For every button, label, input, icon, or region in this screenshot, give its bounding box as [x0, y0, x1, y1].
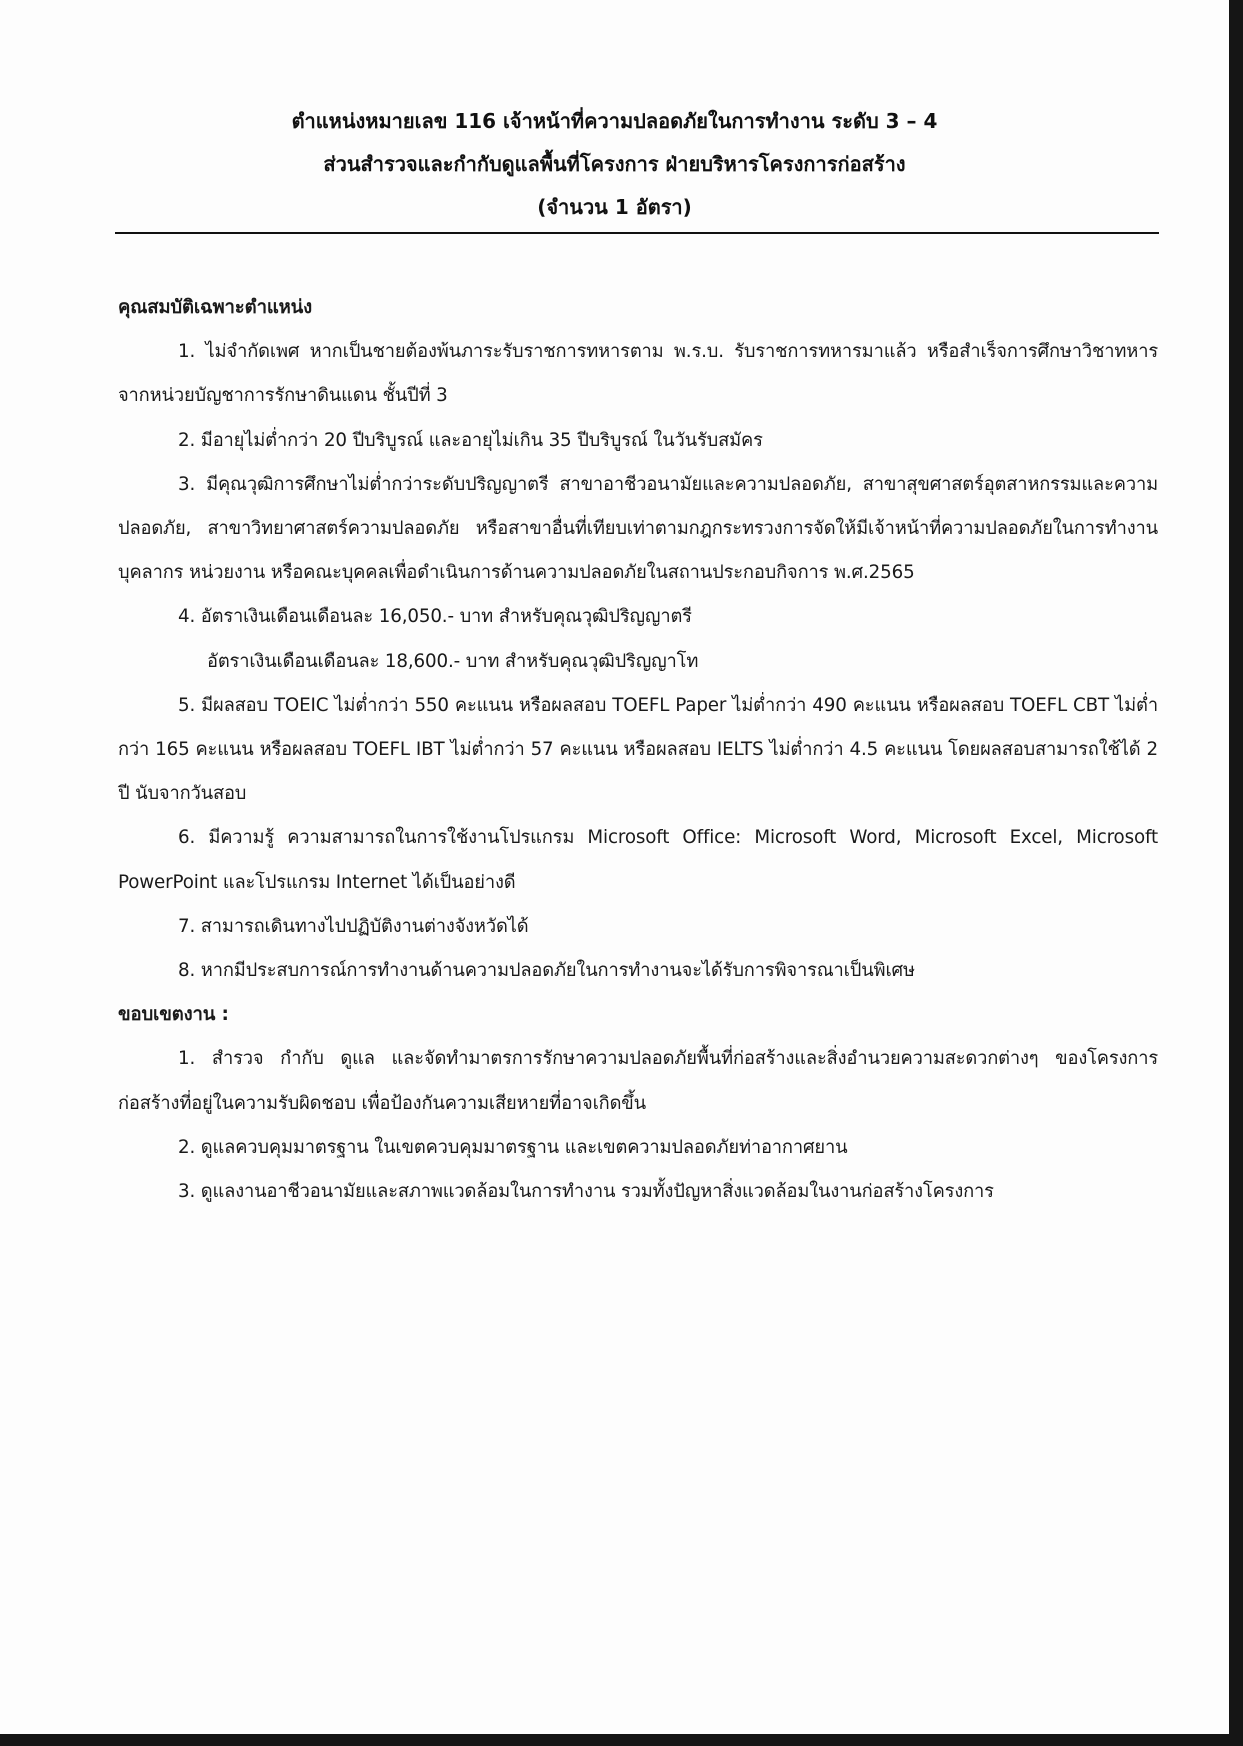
header-divider: [115, 232, 1159, 234]
qualification-item-6: 6. มีความรู้ ความสามารถในการใช้งานโปรแกรม Microsoft Office: Microsoft Word, Microsoft Excel, Microsoft PowerPoint และโปรแกรม Internet ได้เป็นอย่างดี: [118, 827, 1158, 893]
qualification-item-4-masters: อัตราเงินเดือนเดือนละ 18,600.- บาท สำหรับคุณวุฒิปริญญาโท: [207, 650, 699, 672]
qualification-item-8: 8. หากมีประสบการณ์การทำงานด้านความปลอดภัยในการทำงานจะได้รับการพิจารณาเป็นพิเศษ: [178, 960, 915, 982]
document-body: [118, 286, 1158, 1214]
qualification-item-7: 7. สามารถเดินทางไปปฏิบัติงานต่างจังหวัดได้: [178, 915, 529, 937]
document-header: [0, 100, 1229, 229]
qualification-item-3: 3. มีคุณวุฒิการศึกษาไม่ต่ำกว่าระดับปริญญาตรี สาขาอาชีวอนามัยและความปลอดภัย, สาขาสุขศาสตร์อุตสาหกรรมและความปลอดภัย, สาขาวิทยาศาสตร์ความปลอดภัย หรือสาขาอื่นที่เทียบเท่าตามกฎกระทรวงการจัดให้มีเจ้าหน้าที่ความปลอดภัยในการทำงาน บุคลากร หน่วยงาน หรือคณะบุคคลเพื่อดำเนินการด้านความปลอดภัยในสถานประกอบกิจการ พ.ศ.2565: [118, 473, 1158, 584]
scope-item-3: 3. ดูแลงานอาชีวอนามัยและสภาพแวดล้อมในการทำงาน รวมทั้งปัญหาสิ่งแวดล้อมในงานก่อสร้างโครงการ: [178, 1181, 994, 1203]
qualifications-heading: คุณสมบัติเฉพาะตำแหน่ง: [118, 297, 313, 318]
scope-heading: ขอบเขตงาน :: [118, 1004, 229, 1026]
qualification-item-5: 5. มีผลสอบ TOEIC ไม่ต่ำกว่า 550 คะแนน หรือผลสอบ TOEFL Paper ไม่ต่ำกว่า 490 คะแนน หรือผลสอบ TOEFL CBT ไม่ต่ำกว่า 165 คะแนน หรือผลสอบ TOEFL IBT ไม่ต่ำกว่า 57 คะแนน หรือผลสอบ IELTS ไม่ต่ำกว่า 4.5 คะแนน โดยผลสอบสามารถใช้ได้ 2 ปี นับจากวันสอบ: [118, 694, 1158, 805]
department-title: ส่วนสำรวจและกำกับดูแลพื้นที่โครงการ ฝ่ายบริหารโครงการก่อสร้าง: [323, 152, 906, 176]
position-title: ตำแหน่งหมายเลข 116 เจ้าหน้าที่ความปลอดภัยในการทำงาน ระดับ 3 – 4: [291, 109, 938, 133]
vacancy-count: (จำนวน 1 อัตรา): [537, 195, 692, 219]
scope-item-1: 1. สำรวจ กำกับ ดูแล และจัดทำมาตรการรักษาความปลอดภัยพื้นที่ก่อสร้างและสิ่งอำนวยความสะดวกต่างๆ ของโครงการก่อสร้างที่อยู่ในความรับผิดชอบ เพื่อป้องกันความเสียหายที่อาจเกิดขึ้น: [118, 1048, 1158, 1114]
qualification-item-1: 1. ไม่จำกัดเพศ หากเป็นชายต้องพ้นภาระรับราชการทหารตาม พ.ร.บ. รับราชการทหารมาแล้ว หรือสำเร็จการศึกษาวิชาทหารจากหน่วยบัญชาการรักษาดินแดน ชั้นปีที่ 3: [118, 341, 1158, 407]
qualification-item-4: 4. อัตราเงินเดือนเดือนละ 16,050.- บาท สำหรับคุณวุฒิปริญญาตรี: [178, 606, 692, 628]
scope-item-2: 2. ดูแลควบคุมมาตรฐาน ในเขตควบคุมมาตรฐาน และเขตความปลอดภัยท่าอากาศยาน: [178, 1136, 848, 1158]
qualification-item-2: 2. มีอายุไม่ต่ำกว่า 20 ปีบริบูรณ์ และอายุไม่เกิน 35 ปีบริบูรณ์ ในวันรับสมัคร: [178, 429, 763, 451]
